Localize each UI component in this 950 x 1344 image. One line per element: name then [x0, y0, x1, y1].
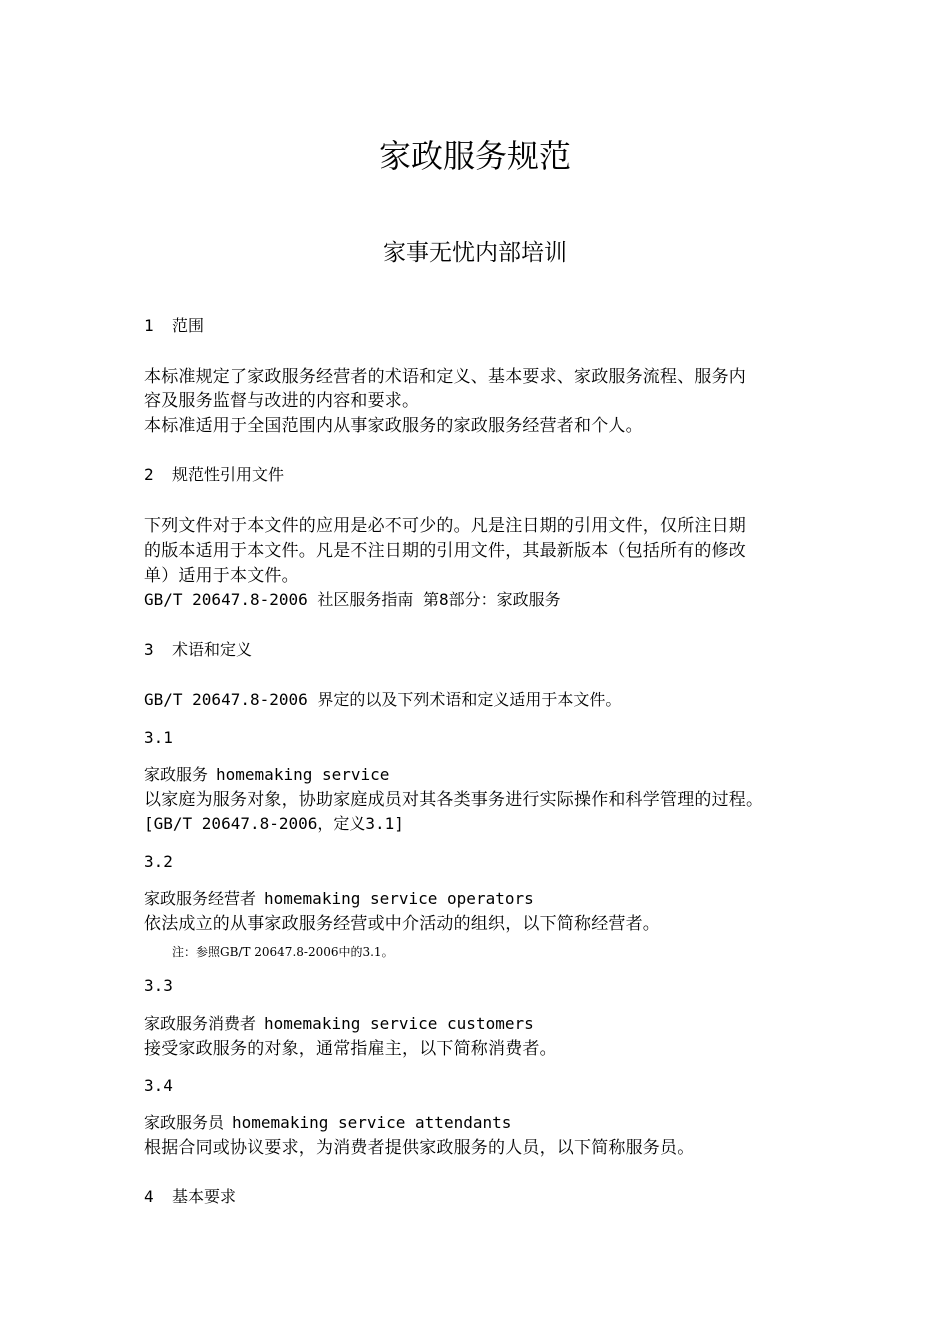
section-intro: GB/T 20647.8-2006 界定的以及下列术语和定义适用于本文件。 — [144, 690, 622, 709]
paragraph-line: 下列文件对于本文件的应用是必不可少的。凡是注日期的引用文件，仅所注日期 — [144, 516, 746, 536]
term-zh: 家政服务消费者 — [144, 1014, 257, 1033]
term-zh: 家政服务经营者 — [144, 889, 257, 908]
section-number: 4 — [144, 1187, 154, 1206]
term-number: 3.1 — [144, 728, 173, 747]
term-number: 3.3 — [144, 976, 173, 995]
term-name — [144, 764, 389, 786]
section-3-heading — [144, 639, 252, 661]
document-title: 家政服务规范 — [378, 137, 571, 175]
paragraph-line: 单）适用于本文件。 — [144, 566, 299, 586]
term-number: 3.4 — [144, 1076, 173, 1095]
section-1-heading — [144, 315, 204, 337]
term-en: homemaking service customers — [264, 1014, 534, 1033]
term-definition: 依法成立的从事家政服务经营或中介活动的组织，以下简称经营者。 — [144, 914, 660, 934]
paragraph-line: 本标准规定了家政服务经营者的术语和定义、基本要求、家政服务流程、服务内 — [144, 367, 746, 387]
section-number: 2 — [144, 465, 154, 484]
term-definition: 根据合同或协议要求，为消费者提供家政服务的人员，以下简称服务员。 — [144, 1138, 695, 1158]
section-title: 规范性引用文件 — [172, 465, 285, 484]
term-name — [144, 888, 534, 910]
reference-standard: GB/T 20647.8-2006 社区服务指南 第8部分：家政服务 — [144, 590, 561, 609]
section-2-heading — [144, 464, 284, 486]
term-source: [GB/T 20647.8-2006，定义3.1] — [144, 814, 404, 833]
document-subtitle: 家事无忧内部培训 — [383, 240, 567, 266]
term-name — [144, 1013, 534, 1035]
paragraph-line: 容及服务监督与改进的内容和要求。 — [144, 391, 420, 411]
term-en: homemaking service — [216, 765, 390, 784]
term-note: 注：参照GB/T 20647.8-2006中的3.1。 — [172, 945, 394, 959]
term-definition: 接受家政服务的对象，通常指雇主，以下简称消费者。 — [144, 1039, 557, 1059]
section-number: 3 — [144, 640, 154, 659]
term-en: homemaking service operators — [264, 889, 534, 908]
section-title: 术语和定义 — [172, 640, 253, 659]
section-4-heading — [144, 1186, 236, 1208]
term-definition: 以家庭为服务对象，协助家庭成员对其各类事务进行实际操作和科学管理的过程。 — [144, 790, 764, 810]
term-zh: 家政服务 — [144, 765, 209, 784]
section-title: 基本要求 — [172, 1187, 237, 1206]
paragraph-line: 的版本适用于本文件。凡是不注日期的引用文件，其最新版本（包括所有的修改 — [144, 541, 746, 561]
paragraph-line: 本标准适用于全国范围内从事家政服务的家政服务经营者和个人。 — [144, 416, 643, 436]
term-name — [144, 1112, 511, 1134]
section-number: 1 — [144, 316, 154, 335]
term-number: 3.2 — [144, 852, 173, 871]
term-en: homemaking service attendants — [232, 1113, 512, 1132]
section-title: 范围 — [172, 316, 205, 335]
term-zh: 家政服务员 — [144, 1113, 225, 1132]
